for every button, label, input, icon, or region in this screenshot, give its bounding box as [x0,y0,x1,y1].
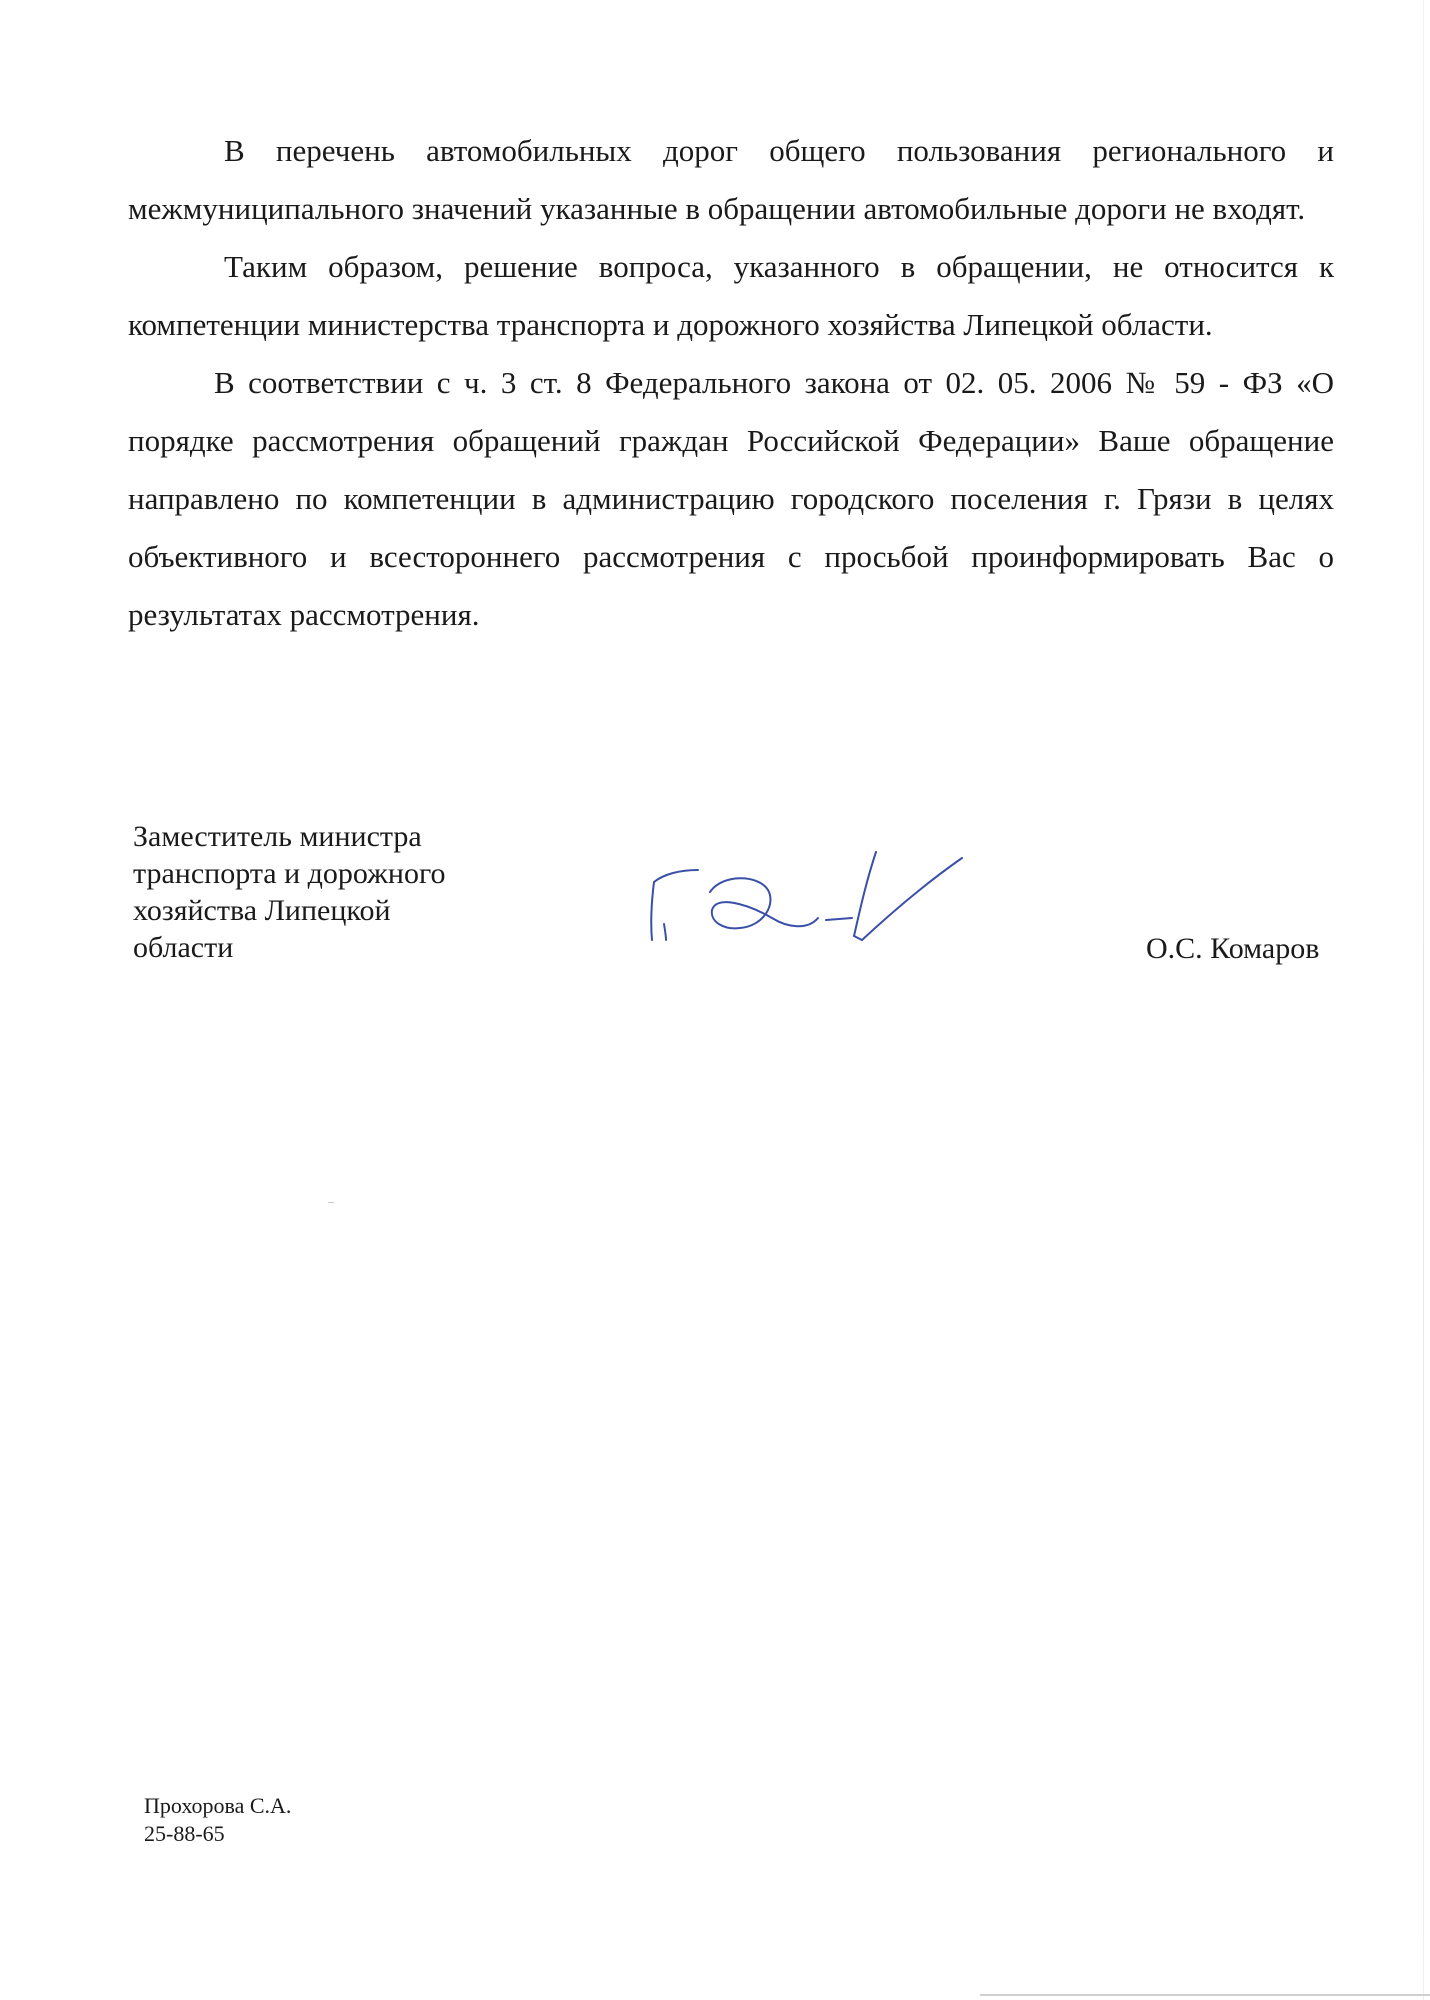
paragraph-redirect: В соответствии с ч. 3 ст. 8 Федерального закона от 02. 05. 2006 № 59 - ФЗ «О порядке рассмотрения обращений граждан Российской Федерации» Ваше обращение направлено по компетенции в администрацию городского поселения г. Грязи в целях объективного и всестороннего рассмотрения с просьбой проинформировать Вас о результатах рассмотрения. [128,365,1334,632]
executor-info [144,1792,291,1848]
position-line: транспорта и дорожного [133,857,446,890]
paragraph-road-list: В перечень автомобильных дорог общего пользования регионального и межмуниципального значений указанные в обращении автомобильные дороги не входят. [128,133,1334,226]
position-line: Заместитель министра [133,820,422,853]
scan-bottom-artifact [980,1994,1430,1996]
executor-phone: 25-88-65 [144,1821,225,1846]
paragraph-competence: Таким образом, решение вопроса, указанного в обращении, не относится к компетенции министерства транспорта и дорожного хозяйства Липецкой области. [128,249,1334,342]
signatory-position [133,818,513,966]
scan-edge-artifact [1423,0,1424,2000]
position-line: хозяйства Липецкой [133,894,391,927]
letter-body [128,122,1334,644]
scan-speck [328,1202,334,1203]
signer-name: О.С. Комаров [1146,932,1320,965]
executor-name: Прохорова С.А. [144,1793,292,1818]
handwritten-signature [640,840,980,950]
position-line: области [133,931,234,964]
